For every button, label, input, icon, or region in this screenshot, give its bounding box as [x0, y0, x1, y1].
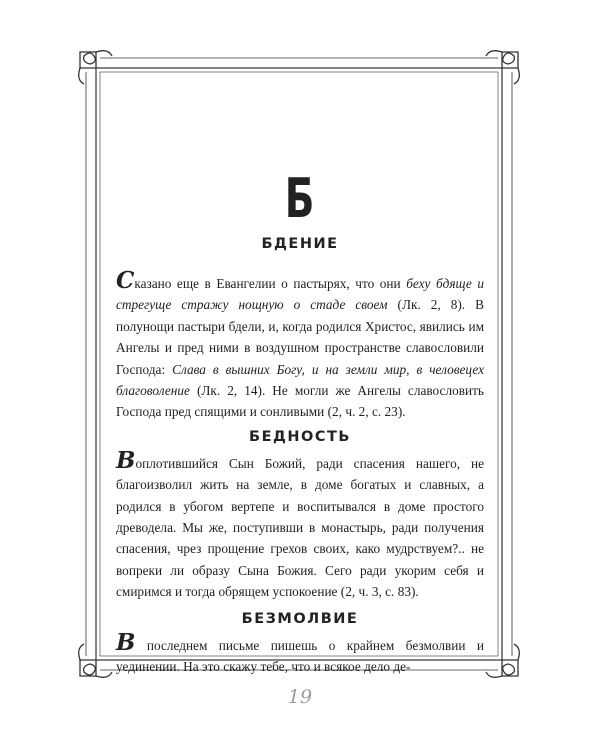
page-body	[116, 168, 484, 678]
page-number: 19	[287, 686, 313, 708]
drop-cap: В	[116, 446, 136, 474]
entry-heading: БЕДНОСТЬ	[249, 428, 351, 445]
drop-cap: С	[116, 267, 135, 294]
scripture-quote: беху бдяще и стрегуще стражу нощную о стаде своем	[116, 276, 484, 313]
entry-paragraph: В последнем письме пишешь о крайнем безмолвии и уединении. На это скажу тебе, что и всякое дело де-	[116, 628, 484, 675]
entry-paragraph: Воплотившийся Сын Божий, ради спасения нашего, не благоизволил жить на земле, в доме богатых и славных, а родился в убогом вертепе и воспитывался в доме простого древодела. Мы же, поступивши в монастырь, ради получения спасения, чрез прощение грехов своих, како мудрствуем?.. не вопреки ли образу Сына Божия. Сего ради укорим себя и смиримся и тогда обрящем успокоение (2, ч. 3, с. 83).	[116, 446, 484, 600]
entry-paragraph: Сказано еще в Евангелии о пастырях, что они беху бдяще и стрегуще стражу нощную о стаде своем (Лк. 2, 8). В полунощи пастыри бдели, и, когда родился Христос, явились им Ангелы и пред ними в воздушном пространстве славословили Господа: Слава в вышних Богу, и на земли мир, в человецех благоволение (Лк. 2, 14). Не могли же Ангелы славословить Господа пред спящими и сонливыми (2, ч. 2, с. 23).	[116, 267, 484, 420]
section-letter: Б	[284, 167, 316, 230]
entry-heading: БДЕНИЕ	[261, 236, 339, 252]
drop-cap: В	[116, 628, 136, 656]
scripture-quote: Слава в вышних Богу, и на земли мир, в человецех благоволение	[116, 361, 484, 399]
entry-heading: БЕЗМОЛВИЕ	[241, 610, 359, 627]
